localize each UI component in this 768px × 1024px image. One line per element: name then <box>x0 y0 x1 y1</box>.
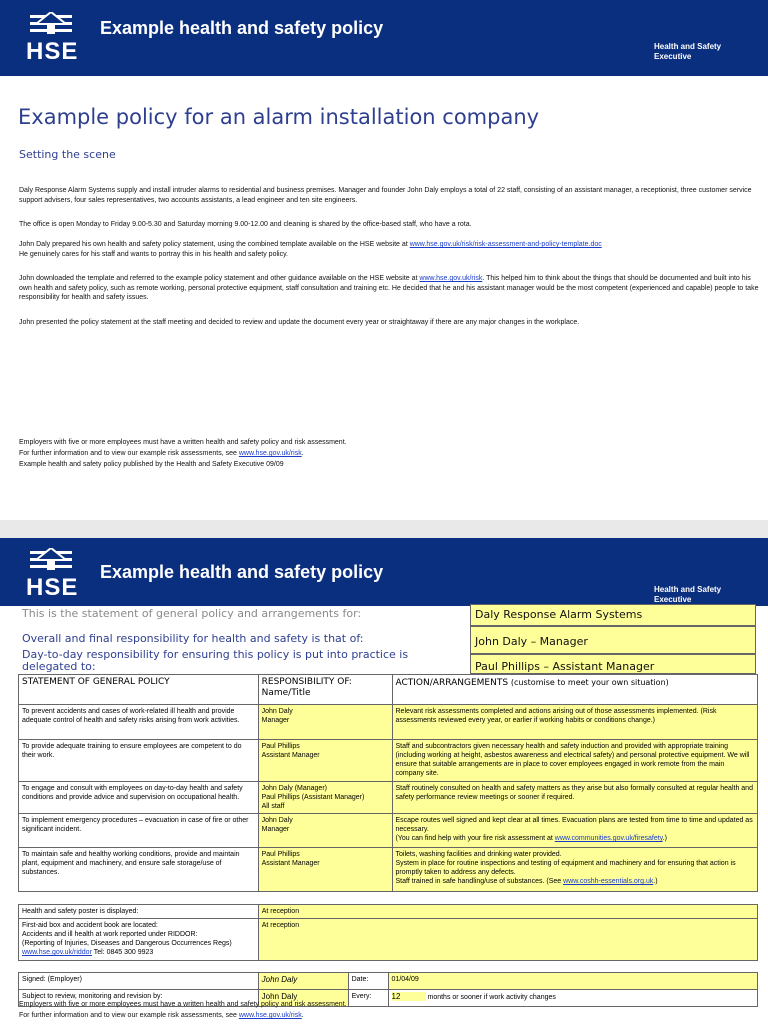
action-cell[interactable]: Staff routinely consulted on health and safety matters as they arise but also formally consulted at regular health and safety performance review meetings or sooner if required. <box>392 782 758 814</box>
paragraph-template <box>19 240 759 259</box>
policy-cell: To implement emergency procedures – evacuation in case of fire or other significant incident. <box>19 814 259 848</box>
signed-label: Signed: (Employer) <box>19 973 259 990</box>
action-text-2 <box>396 834 755 843</box>
page2-footer <box>19 999 347 1021</box>
daytoday-responsibility-label <box>22 649 408 673</box>
action-text-3 <box>396 877 755 886</box>
paragraph-office-hours: The office is open Monday to Friday 9.00-5.30 and Saturday morning 9.00-12.00 and cleaning is shared by the office-based staff, who have a rota. <box>19 221 472 228</box>
footer-line-2-end: . <box>301 450 304 457</box>
daytoday-responsibility-field[interactable]: Paul Phillips – Assistant Manager <box>470 654 756 674</box>
coshh-link[interactable]: www.coshh-essentials.org.uk <box>563 878 654 885</box>
page1-footer <box>19 437 347 470</box>
header-responsibility: RESPONSIBILITY OF: Name/Title <box>258 675 392 705</box>
daytoday-label-line2: delegated to: <box>22 660 96 673</box>
risk-link[interactable]: www.hse.gov.uk/risk <box>419 275 483 282</box>
table-row <box>19 848 758 892</box>
paragraph-guidance <box>19 274 759 303</box>
page-separator <box>0 520 768 538</box>
policy-cell: To engage and consult with employees on day-to-day health and safety conditions and provide advice and supervision on occupational health. <box>19 782 259 814</box>
policy-cell: To provide adequate training to ensure employees are competent to do their work. <box>19 740 259 782</box>
banner-org-line2: Executive <box>654 595 692 604</box>
riddor-sub: (Reporting of Injuries, Diseases and Dangerous Occurrences Regs) <box>22 940 232 947</box>
footer-line-1: Employers with five or more employees must have a written health and safety policy and risk assessment. <box>19 439 347 446</box>
paragraph-review: John presented the policy statement at the staff meeting and decided to review and update the document every year or straightaway if there are any major changes in the workplace. <box>19 319 580 326</box>
policy-table-header <box>19 675 758 705</box>
signed-row <box>19 973 758 990</box>
overall-responsibility-field[interactable]: John Daly – Manager <box>470 626 756 654</box>
date-label: Date: <box>348 973 388 990</box>
banner-title: Example health and safety policy <box>100 18 384 38</box>
policy-table <box>18 674 758 892</box>
header-action-text: ACTION/ARRANGEMENTS <box>395 678 509 688</box>
firstaid-location-field[interactable]: At reception <box>258 919 757 961</box>
table-row <box>19 814 758 848</box>
date-field[interactable]: 01/04/09 <box>388 973 757 990</box>
action-text-2-start: (You can find help with your fire risk assessment at <box>395 835 555 842</box>
action-cell[interactable]: Staff and subcontractors given necessary health and safety induction and provided with appropriate training (including working at height, asbestos awareness and electrical safety) and personal protective equipment. We will ensure that suitable arrangements are in place to cover employees engaged in work remote from the main company site. <box>392 740 758 782</box>
action-text-2-end: .) <box>662 835 667 842</box>
action-text-3-start: Staff trained in safe handling/use of substances. (See <box>395 878 564 885</box>
firstaid-riddor-cell <box>19 919 259 961</box>
every-label: Every: <box>348 990 388 1007</box>
banner-org-name <box>654 42 721 62</box>
fire-safety-link[interactable]: www.communities.gov.uk/firesafety <box>554 835 663 842</box>
paragraph-guidance-text: John downloaded the template and referred to the example policy statement and other guidance available on the HSE website at <box>19 275 420 282</box>
riddor-link[interactable]: www.hse.gov.uk/riddor <box>22 949 92 956</box>
policy-cell: To prevent accidents and cases of work-related ill health and provide adequate control of health and safety risks arising from work activities. <box>19 705 259 740</box>
banner-title-2: Example health and safety policy <box>100 562 384 582</box>
paragraph-template-text-2: He genuinely cares for his staff and wants to portray this in his health and safety policy. <box>19 250 288 258</box>
banner-org-line1: Health and Safety <box>654 42 722 51</box>
footer-line-2-text: For further information and to view our example risk assessments, see <box>19 1012 239 1019</box>
action-text: Toilets, washing facilities and drinking water provided. <box>395 851 562 858</box>
hse-logo-2 <box>26 548 80 602</box>
every-field[interactable]: 12 <box>392 992 426 1001</box>
hse-logo-text: HSE <box>26 574 79 601</box>
firstaid-label: First-aid box and accident book are located: <box>22 922 158 929</box>
hse-crown-icon <box>30 12 72 40</box>
footer-line-1: Employers with five or more employees must have a written health and safety policy and risk assessment. <box>19 1001 347 1008</box>
riddor-label: Accidents and ill health at work reported under RIDDOR: <box>22 931 198 938</box>
footer-risk-link[interactable]: www.hse.gov.uk/risk <box>238 450 302 457</box>
responsibility-cell[interactable]: John Daly Manager <box>258 814 392 848</box>
table-row <box>19 740 758 782</box>
every-cell <box>388 990 757 1007</box>
action-text-3-end: .) <box>653 878 658 885</box>
table-row <box>19 782 758 814</box>
hse-banner-2 <box>0 538 768 608</box>
action-cell[interactable]: Relevant risk assessments completed and actions arising out of those assessments implemented. (Risk assessments reviewed every year, or earlier if working habits or conditions change.) <box>392 705 758 740</box>
review-label: Subject to review, monitoring and revision by: <box>19 990 259 1007</box>
footer-line-3: Example health and safety policy published by the Health and Safety Executive 09/09 <box>19 461 284 468</box>
responsibility-cell[interactable]: John Daly (Manager) Paul Phillips (Assistant Manager) All staff <box>258 782 392 814</box>
responsibility-cell[interactable]: John Daly Manager <box>258 705 392 740</box>
footer-line-2 <box>19 448 347 459</box>
banner-org-line2: Executive <box>654 52 692 61</box>
paragraph-guidance-text-2: . This helped him to think about the things that should be documented and built into his own health and safety policy, such as remote working, personal protective equipment, staff consultation and training etc. He decided that he and his assistant manager would be the most competent (experienced and capable) people to take responsibility for health and safety issues. <box>19 275 759 301</box>
action-cell[interactable] <box>392 848 758 892</box>
template-link[interactable]: www.hse.gov.uk/risk/risk-assessment-and-policy-template.doc <box>409 241 602 248</box>
table-row <box>19 705 758 740</box>
poster-row <box>19 905 758 919</box>
section-heading: Setting the scene <box>19 148 116 161</box>
policy-cell: To maintain safe and healthy working conditions, provide and maintain plant, equipment and machinery, and ensure safe storage/use of substances. <box>19 848 259 892</box>
hse-logo <box>26 12 80 66</box>
action-text: Escape routes well signed and kept clear at all times. Evacuation plans are tested from time to time and updated as necessary. <box>395 817 753 833</box>
footer-line-2 <box>19 1010 347 1021</box>
poster-label: Health and safety poster is displayed: <box>19 905 259 919</box>
every-suffix: months or sooner if work activity changes <box>427 994 556 1001</box>
policy-statement-intro: This is the statement of general policy and arrangements for: <box>22 607 362 620</box>
poster-location-field[interactable]: At reception <box>258 905 757 919</box>
footer-line-2-end: . <box>301 1012 304 1019</box>
hse-logo-text: HSE <box>26 38 79 65</box>
paragraph-template-text: John Daly prepared his own health and safety policy statement, using the combined template available on the HSE website at <box>19 241 410 248</box>
overall-responsibility-label: Overall and final responsibility for health and safety is that of: <box>22 632 364 645</box>
footer-risk-link[interactable]: www.hse.gov.uk/risk <box>238 1012 302 1019</box>
banner-org-name-2 <box>654 585 721 605</box>
footer-line-2-text: For further information and to view our example risk assessments, see <box>19 450 239 457</box>
header-action-note: (customise to meet your own situation) <box>510 678 669 687</box>
review-field[interactable]: John Daly <box>258 990 348 1007</box>
banner-org-line1: Health and Safety <box>654 585 722 594</box>
hse-crown-icon <box>30 548 72 576</box>
responsibility-cell[interactable]: Paul Phillips Assistant Manager <box>258 848 392 892</box>
firstaid-row <box>19 919 758 961</box>
signed-field[interactable]: John Daly <box>258 973 348 990</box>
daytoday-label-line1: Day-to-day responsibility for ensuring this policy is put into practice is <box>22 648 409 661</box>
action-cell[interactable] <box>392 814 758 848</box>
company-name-field[interactable]: Daly Response Alarm Systems <box>470 604 756 626</box>
header-action <box>392 675 758 705</box>
riddor-tel: Tel: 0845 300 9923 <box>91 949 154 956</box>
header-policy: STATEMENT OF GENERAL POLICY <box>19 675 259 705</box>
paragraph-intro: Daly Response Alarm Systems supply and install intruder alarms to residential and business premises. Manager and founder John Daly employs a total of 22 staff, consisting of an assistant manager, a receptionist, three customer service support advisers, four sales representatives, two accounts assistants, a lead engineer and ten site engineers. <box>19 187 752 204</box>
hse-banner <box>0 0 768 78</box>
action-text-2: System in place for routine inspections and testing of equipment and machinery and for ensuring that action is promptly taken to address any defects. <box>395 860 736 876</box>
responsibility-cell[interactable]: Paul Phillips Assistant Manager <box>258 740 392 782</box>
riddor-contact <box>22 948 255 957</box>
page-2 <box>0 538 768 1024</box>
document-title: Example policy for an alarm installation company <box>18 105 540 129</box>
arrangements-table <box>18 904 758 961</box>
